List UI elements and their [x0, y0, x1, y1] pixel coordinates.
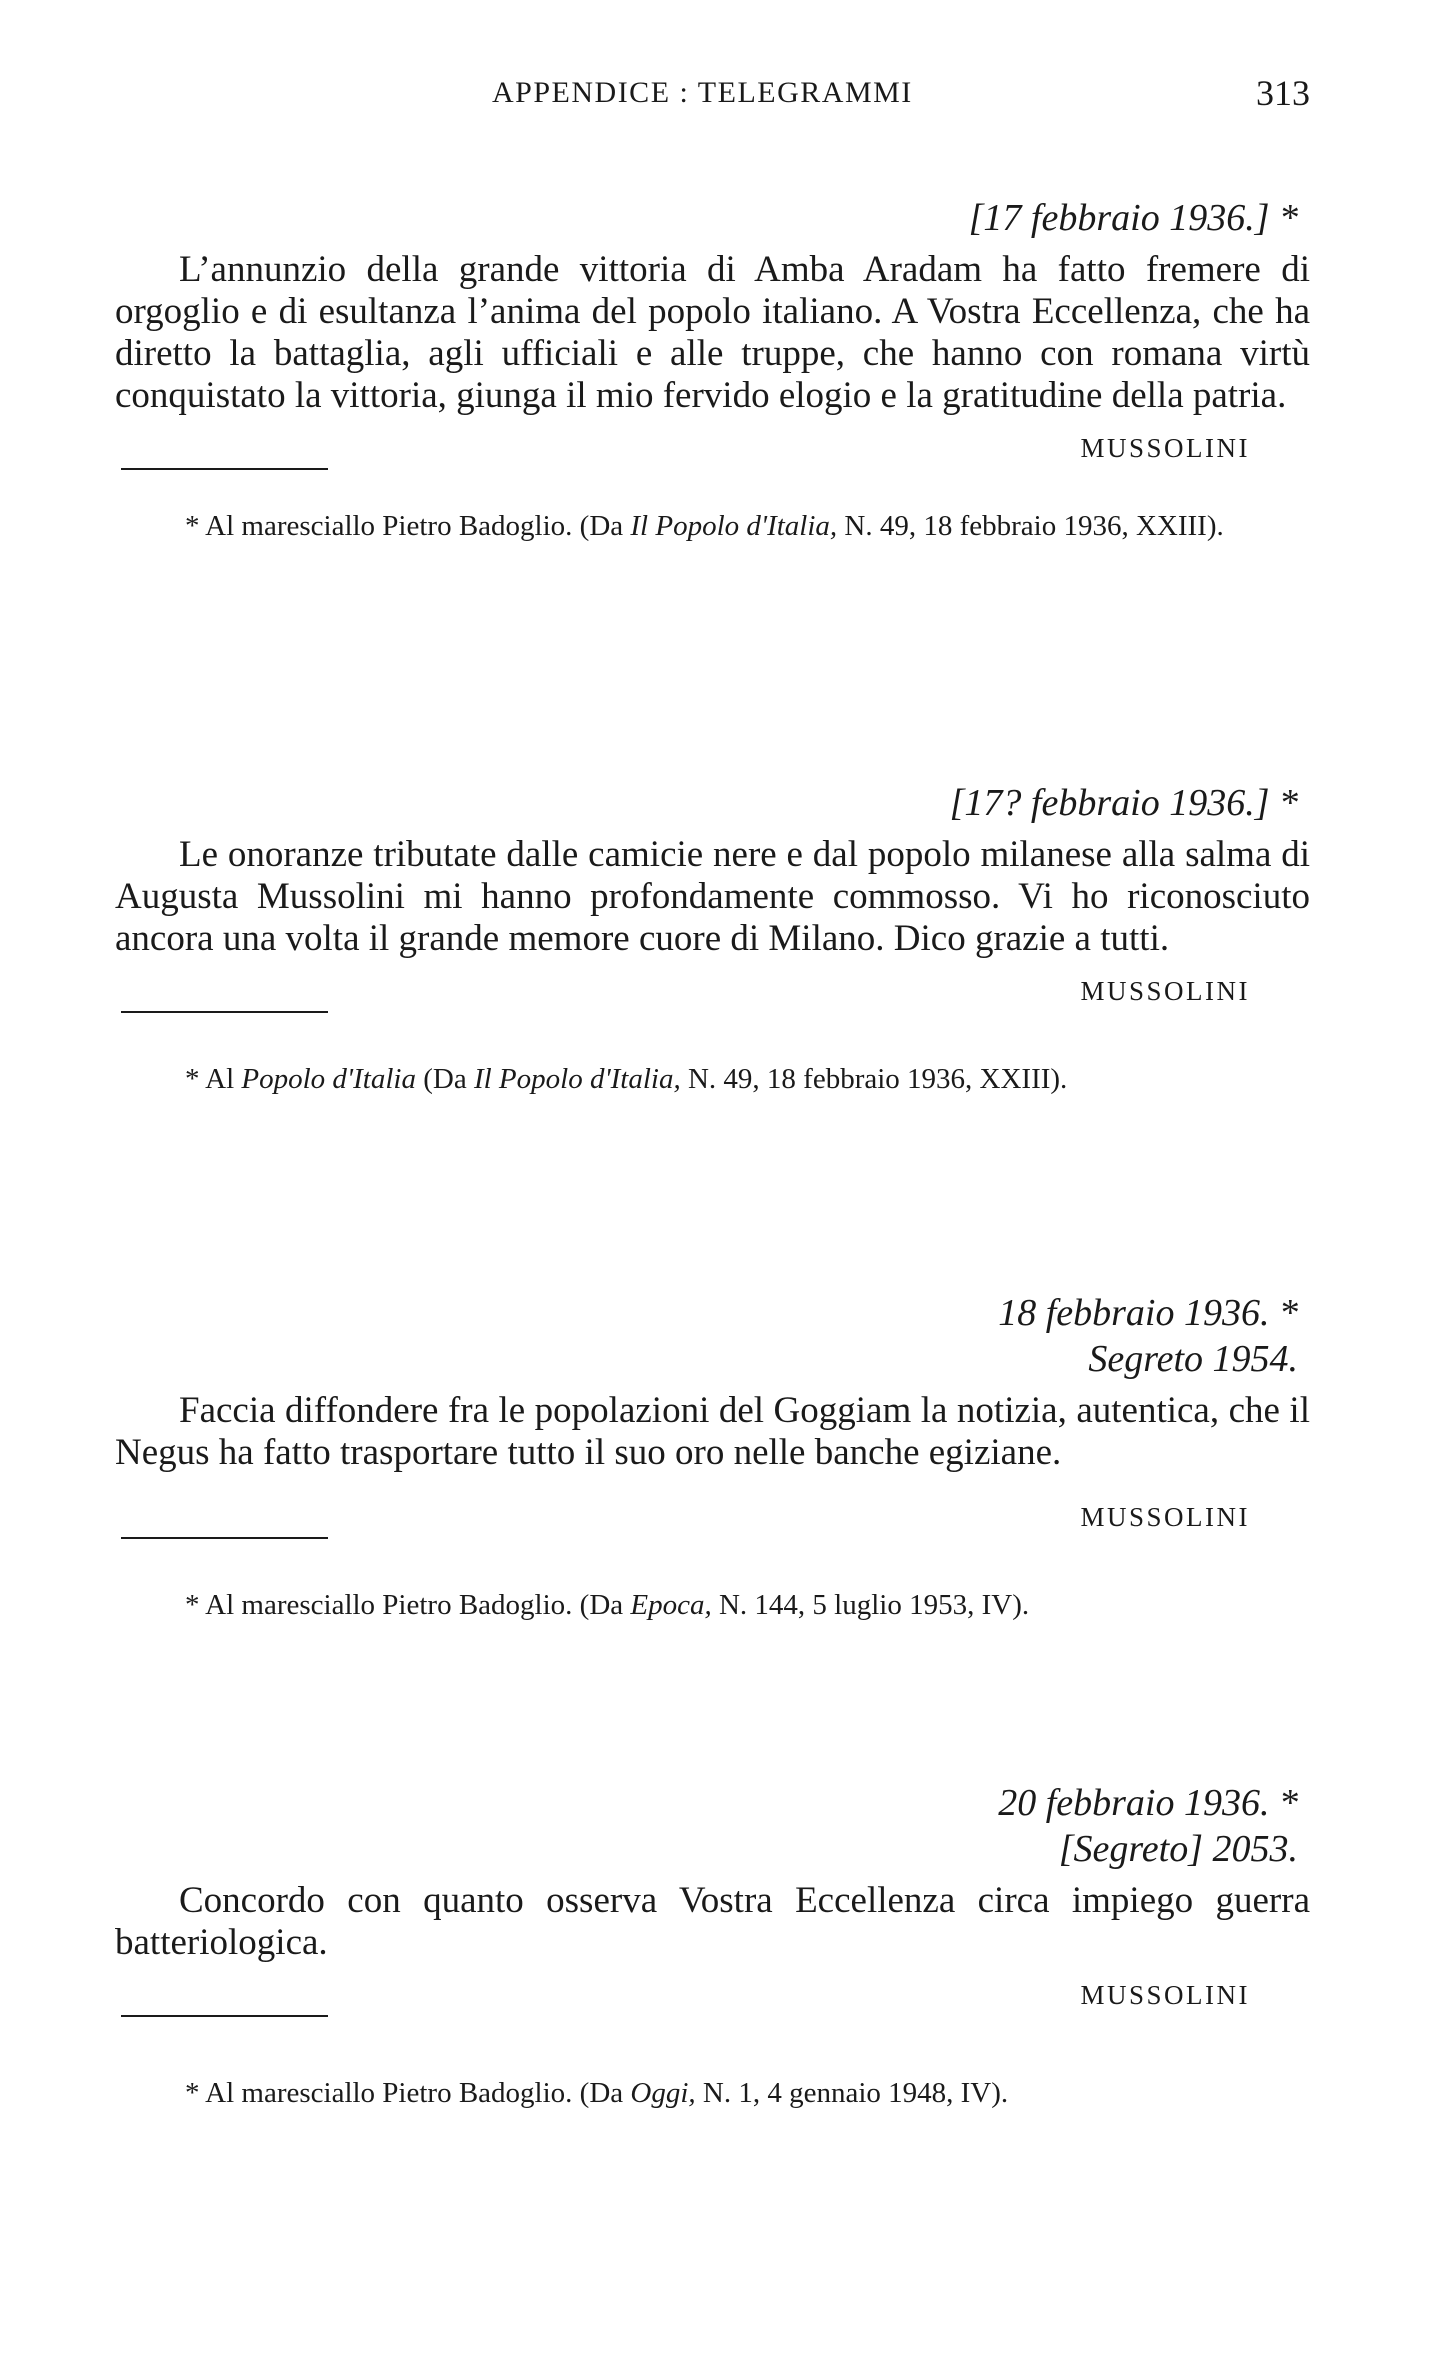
footnote-rule: [121, 2015, 328, 2017]
telegram-text: Concordo con quanto osserva Vostra Eccellenza circa impiego guerra batteriologica.: [115, 1880, 1310, 1963]
footnote-rule: [121, 1011, 328, 1013]
running-head: APPENDICE : TELEGRAMMI: [492, 76, 913, 109]
telegram-date: 20 febbraio 1936. *: [998, 1782, 1298, 1824]
telegram-4: [115, 1780, 1310, 2113]
telegram-signature: MUSSOLINI: [1080, 1502, 1250, 1532]
telegram-footnote: * Al maresciallo Pietro Badoglio. (Da Il Popolo d'Italia, N. 49, 18 febbraio 1936, XXIII).: [185, 510, 1224, 542]
telegram-classification: Segreto 1954.: [1088, 1338, 1298, 1380]
telegram-classification: [Segreto] 2053.: [1058, 1828, 1298, 1870]
telegram-1: [115, 195, 1310, 546]
footnote-rule: [121, 1537, 328, 1539]
telegram-text: Le onoranze tributate dalle camicie nere e dal popolo milanese alla salma di Augusta Mussolini mi hanno profondamente commosso. Vi ho riconosciuto ancora una volta il grande memore cuore di Milano. Dico grazie a tutti.: [115, 834, 1310, 959]
telegram-date: 18 febbraio 1936. *: [998, 1292, 1298, 1334]
telegram-date: [17 febbraio 1936.] *: [968, 197, 1298, 239]
page-header: [115, 72, 1310, 122]
telegram-text: Faccia diffondere fra le popolazioni del Goggiam la notizia, autentica, che il Negus ha fatto trasportare tutto il suo oro nelle banche egiziane.: [115, 1390, 1310, 1473]
telegram-footnote: * Al maresciallo Pietro Badoglio. (Da Oggi, N. 1, 4 gennaio 1948, IV).: [185, 2077, 1009, 2109]
telegram-signature: MUSSOLINI: [1080, 976, 1250, 1006]
telegram-footnote: * Al maresciallo Pietro Badoglio. (Da Epoca, N. 144, 5 luglio 1953, IV).: [185, 1589, 1030, 1621]
telegram-signature: MUSSOLINI: [1080, 433, 1250, 463]
telegram-3: [115, 1290, 1310, 1625]
telegram-2: [115, 780, 1310, 1099]
page-number: 313: [1256, 73, 1310, 113]
telegram-signature: MUSSOLINI: [1080, 1980, 1250, 2010]
telegram-footnote: * Al Popolo d'Italia (Da Il Popolo d'Italia, N. 49, 18 febbraio 1936, XXIII).: [185, 1063, 1068, 1095]
footnote-rule: [121, 468, 328, 470]
telegram-date: [17? febbraio 1936.] *: [949, 782, 1298, 824]
telegram-text: L’annunzio della grande vittoria di Amba Aradam ha fatto fremere di orgoglio e di esultanza l’anima del popolo italiano. A Vostra Eccellenza, che ha diretto la battaglia, agli ufficiali e alle truppe, che hanno con romana virtù conquistato la vittoria, giunga il mio fervido elogio e la gratitudine della patria.: [115, 249, 1310, 416]
